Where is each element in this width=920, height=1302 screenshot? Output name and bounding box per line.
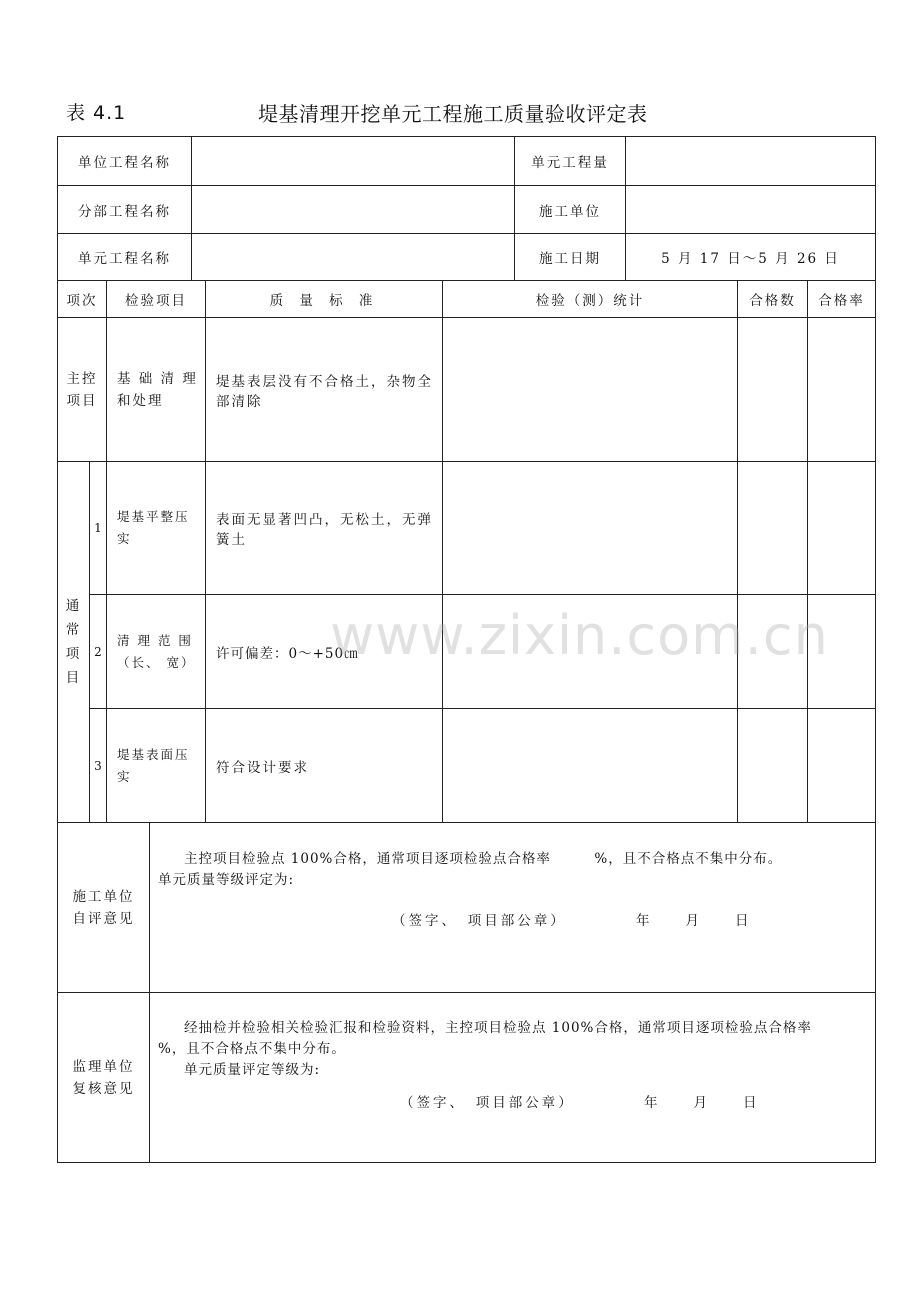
info-row-1	[58, 137, 876, 186]
main-control-category: 主控 项目	[58, 318, 107, 462]
contractor-opinion-grade: 单元质量等级评定为:	[158, 872, 295, 888]
unit-project-field[interactable]	[192, 137, 515, 186]
general-count-field[interactable]	[738, 595, 808, 709]
info-row-2	[58, 186, 876, 234]
main-control-item: 基 础 清 理 和处理	[107, 318, 206, 462]
main-control-rate-field[interactable]	[808, 318, 876, 462]
main-control-standard: 堤基表层没有不合格土，杂物全部清除	[206, 318, 443, 462]
element-quantity-label: 单元工程量	[515, 137, 626, 186]
contractor-opinion-label: 施工单位 自评意见	[58, 823, 150, 993]
general-rate-field[interactable]	[808, 595, 876, 709]
supervisor-opinion-label: 监理单位 复核意见	[58, 993, 150, 1163]
unit-project-label: 单位工程名称	[58, 137, 192, 186]
general-category: 通 常 项 目	[58, 462, 90, 823]
general-rate-field[interactable]	[808, 709, 876, 823]
supervisor-opinion-row	[58, 993, 876, 1163]
date-label: 施工日期	[515, 234, 626, 281]
contractor-opinion-row	[58, 823, 876, 993]
column-header-row	[58, 281, 876, 318]
col-header-item: 检验项目	[107, 281, 206, 318]
col-header-qualified-rate: 合格率	[808, 281, 876, 318]
main-control-stats-field[interactable]	[443, 318, 738, 462]
general-standard: 许可偏差：0～+50㎝	[206, 595, 443, 709]
main-control-count-field[interactable]	[738, 318, 808, 462]
col-header-qualified-count: 合格数	[738, 281, 808, 318]
date-field[interactable]: 5 月 17 日～5 月 26 日	[626, 234, 876, 281]
division-field[interactable]	[192, 186, 515, 234]
general-row-number: 3	[90, 709, 107, 823]
general-stats-field[interactable]	[443, 595, 738, 709]
contractor-signature: （签字、 项目部公章）	[392, 913, 567, 929]
supervisor-opinion-line: 经抽检并检验相关检验汇报和检验资料，主控项目检验点 100%合格，通常项目逐项检验点合格率	[184, 1020, 812, 1036]
supervisor-opinion-line-2: %，且不合格点不集中分布。	[158, 1041, 346, 1057]
general-count-field[interactable]	[738, 462, 808, 595]
contractor-date: 年 月 日	[636, 913, 752, 929]
acceptance-form-table	[57, 136, 876, 1163]
col-header-stats: 检验（测）统计	[443, 281, 738, 318]
contractor-opinion-area[interactable]	[150, 823, 876, 993]
general-stats-field[interactable]	[443, 462, 738, 595]
supervisor-signature: （签字、 项目部公章）	[400, 1095, 575, 1111]
general-item: 堤基平整压 实	[107, 462, 206, 595]
table-number: 表 4.1	[66, 102, 127, 124]
element-name-field[interactable]	[192, 234, 515, 281]
general-row-1	[58, 462, 876, 595]
supervisor-opinion-area[interactable]	[150, 993, 876, 1163]
watermark: www.zixin.com.cn	[330, 604, 829, 667]
general-rate-field[interactable]	[808, 462, 876, 595]
supervisor-date: 年 月 日	[644, 1095, 760, 1111]
col-header-standard: 质 量 标 准	[206, 281, 443, 318]
division-label: 分部工程名称	[58, 186, 192, 234]
element-quantity-field[interactable]	[626, 137, 876, 186]
general-standard: 符合设计要求	[206, 709, 443, 823]
general-stats-field[interactable]	[443, 709, 738, 823]
general-row-number: 1	[90, 462, 107, 595]
col-header-seq: 项次	[58, 281, 107, 318]
info-row-3	[58, 234, 876, 281]
document-header	[66, 98, 876, 128]
supervisor-opinion-grade: 单元质量评定等级为:	[184, 1062, 321, 1078]
main-control-row	[58, 318, 876, 462]
general-row-2	[58, 595, 876, 709]
general-row-3	[58, 709, 876, 823]
contractor-field[interactable]	[626, 186, 876, 234]
contractor-label: 施工单位	[515, 186, 626, 234]
general-item: 堤基表面压 实	[107, 709, 206, 823]
general-row-number: 2	[90, 595, 107, 709]
general-item: 清 理 范 围 （长、 宽）	[107, 595, 206, 709]
document-title: 堤基清理开挖单元工程施工质量验收评定表	[258, 102, 648, 126]
general-count-field[interactable]	[738, 709, 808, 823]
contractor-opinion-line: 主控项目检验点 100%合格，通常项目逐项检验点合格率 %，且不合格点不集中分布。	[184, 851, 783, 867]
element-name-label: 单元工程名称	[58, 234, 192, 281]
general-standard: 表面无显著凹凸，无松土，无弹簧土	[206, 462, 443, 595]
